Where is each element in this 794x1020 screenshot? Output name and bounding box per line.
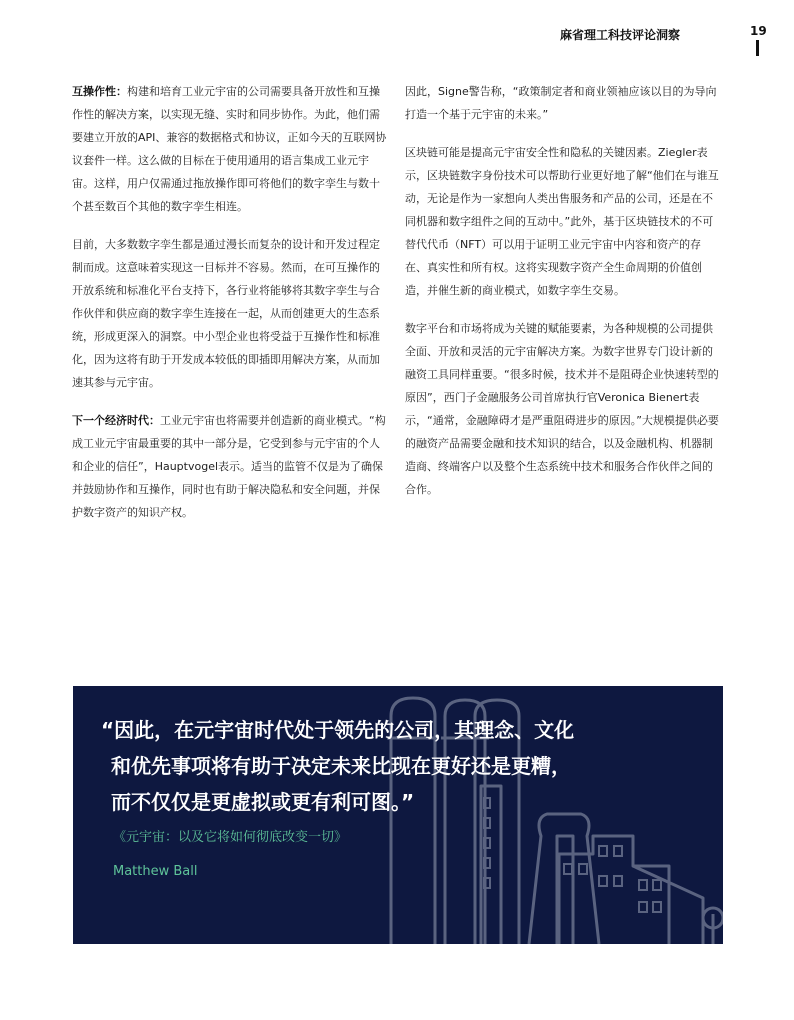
quote-author: Matthew Ball	[113, 864, 198, 879]
quote-line: 和优先事项将有助于决定未来比现在更好还是更糟，	[111, 754, 571, 778]
paragraph-blockchain	[405, 141, 722, 302]
paragraph-text: 因此，Signe警告称，“政策制定者和商业领袖应该以目的为导向打造一个基于元宇宙的未来。”	[405, 85, 717, 121]
paragraph-text: 工业元宇宙也将需要并创造新的商业模式。“构成工业元宇宙最重要的其中一部分是，它受到参与元宇宙的个人和企业的信任”，Hauptvogel表示。适当的监管不仅是为了确保并鼓励协作和互操作，同时也有助于解决隐私和安全问题，并保护数字资产的知识产权。	[72, 414, 386, 519]
pull-quote-box	[73, 686, 723, 944]
quote-source: 《元宇宙：以及它将如何彻底改变一切》	[113, 830, 348, 845]
paragraph-current-state	[72, 233, 390, 394]
publication-title: 麻省理工科技评论洞察	[560, 28, 681, 42]
paragraph-interoperability	[72, 80, 390, 218]
paragraph-signe	[405, 80, 722, 126]
paragraph-text: 区块链可能是提高元宇宙安全性和隐私的关键因素。Ziegler表示，区块链数字身份技术可以帮助行业更好地了解“他们在与谁互动，无论是作为一家想向人类出售服务和产品的公司，还是在不同机器和数字组件之间的互动中。”此外，基于区块链技术的不可替代代币（NFT）可以用于证明工业元宇宙中内容和资产的存在、真实性和所有权。这将实现数字资产全生命周期的价值创造，并催生新的商业模式，如数字孪生交易。	[405, 146, 719, 297]
paragraph-digital-platforms	[405, 317, 722, 501]
paragraph-text: 构建和培育工业元宇宙的公司需要具备开放性和互操作性的解决方案，以实现无缝、实时和同步协作。为此，他们需要建立开放的API、兼容的数据格式和协议，正如今天的互联网协议套件一样。这么做的目标在于使用通用的语言集成工业元宇宙。这样，用户仅需通过拖放操作即可将他们的数字孪生与数十个甚至数百个其他的数字孪生相连。	[72, 85, 387, 213]
page-number-marker	[756, 40, 759, 56]
pull-quote-text	[101, 712, 701, 820]
quote-line: 而不仅仅是更虚拟或更有利可图。”	[111, 790, 415, 814]
paragraph-lead: 下一个经济时代：	[72, 414, 160, 427]
paragraph-next-economy	[72, 409, 390, 524]
right-column	[405, 80, 722, 516]
paragraph-text: 数字平台和市场将成为关键的赋能要素，为各种规模的公司提供全面、开放和灵活的元宇宙解决方案。为数字世界专门设计新的融资工具同样重要。“很多时候，技术并不是阻碍企业快速转型的原因”，西门子金融服务公司首席执行官Veronica Bienert表示，“通常，金融障碍才是严重阻碍进步的原因。”大规模提供必要的融资产品需要金融和技术知识的结合，以及金融机构、机器制造商、终端客户以及整个生态系统中技术和服务合作伙伴之间的合作。	[405, 322, 719, 496]
left-column	[72, 80, 390, 539]
paragraph-text: 目前，大多数数字孪生都是通过漫长而复杂的设计和开发过程定制而成。这意味着实现这一目标并不容易。然而，在可互操作的开放系统和标准化平台支持下，各行业将能够将其数字孪生与合作伙伴和供应商的数字孪生连接在一起，从而创建更大的生态系统，形成更深入的洞察。中小型企业也将受益于互操作性和标准化，因为这将有助于开发成本较低的即插即用解决方案，从而加速其参与元宇宙。	[72, 238, 380, 389]
quote-line: “因此，在元宇宙时代处于领先的公司，其理念、文化	[101, 718, 575, 742]
paragraph-lead: 互操作性：	[72, 85, 127, 98]
page-number: 19	[750, 24, 767, 38]
